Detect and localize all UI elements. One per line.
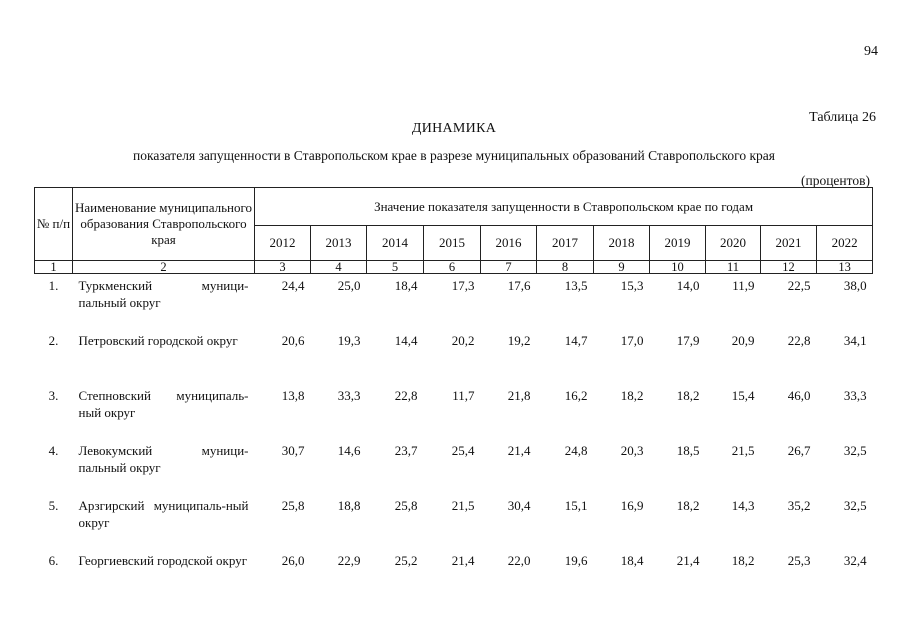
municipality-name: Степновский муниципаль-ный округ [78, 388, 249, 420]
value-cell: 11,7 [452, 388, 475, 403]
value-cell: 24,8 [564, 443, 588, 458]
value-cell: 21,8 [507, 388, 531, 403]
table-body [35, 274, 873, 605]
value-cell: 19,2 [507, 333, 531, 348]
document-subtitle: показателя запущенности в Ставропольском крае в разрезе муниципальных образований Ставропольского края [133, 148, 775, 163]
value-cell: 26,0 [281, 553, 305, 568]
value-cell: 22,9 [337, 553, 361, 568]
value-cell: 18,2 [731, 553, 755, 568]
table-row [35, 329, 873, 384]
value-cell: 17,0 [620, 333, 644, 348]
value-cell: 16,9 [620, 498, 644, 513]
value-cell: 23,7 [394, 443, 418, 458]
column-index: 2 [73, 261, 255, 274]
value-cell: 14,3 [731, 498, 755, 513]
value-cell: 16,2 [564, 388, 588, 403]
municipality-name: Арзгирский муниципаль-ный округ [78, 498, 249, 530]
value-cell: 33,3 [843, 388, 867, 403]
value-cell: 30,4 [507, 498, 531, 513]
header-name: Наименование муниципального образования Ставропольского края [73, 188, 255, 261]
column-index: 3 [255, 261, 311, 274]
column-index: 9 [594, 261, 650, 274]
value-cell: 34,1 [843, 333, 867, 348]
data-table [34, 187, 873, 604]
column-index-row [35, 261, 873, 274]
column-index: 13 [817, 261, 873, 274]
value-cell: 21,5 [731, 443, 755, 458]
column-index: 4 [311, 261, 367, 274]
municipality-name: Петровский городской округ [78, 333, 238, 348]
value-cell: 38,0 [843, 278, 867, 293]
value-cell: 25,0 [337, 278, 361, 293]
value-cell: 18,2 [676, 388, 700, 403]
value-cell: 20,9 [731, 333, 755, 348]
header-values: Значение показателя запущенности в Ставропольском крае по годам [255, 188, 873, 226]
value-cell: 18,8 [337, 498, 361, 513]
value-cell: 21,5 [451, 498, 475, 513]
value-cell: 35,2 [787, 498, 811, 513]
row-number: 5. [48, 498, 59, 513]
value-cell: 18,4 [394, 278, 418, 293]
table-row [35, 439, 873, 494]
value-cell: 18,2 [620, 388, 644, 403]
value-cell: 32,5 [843, 498, 867, 513]
year-header: 2016 [481, 226, 537, 261]
table-row [35, 549, 873, 604]
value-cell: 15,4 [731, 388, 755, 403]
value-cell: 15,1 [564, 498, 588, 513]
table-label: Таблица 26 [809, 110, 876, 125]
value-cell: 14,0 [676, 278, 700, 293]
value-cell: 21,4 [507, 443, 531, 458]
value-cell: 18,5 [676, 443, 700, 458]
value-cell: 14,4 [394, 333, 418, 348]
header-num: № п/п [35, 188, 73, 261]
column-index: 8 [537, 261, 594, 274]
value-cell: 24,4 [281, 278, 305, 293]
row-number: 2. [48, 333, 59, 348]
table-row [35, 494, 873, 549]
units-label: (процентов) [800, 173, 870, 188]
value-cell: 17,9 [676, 333, 700, 348]
column-index: 6 [424, 261, 481, 274]
value-cell: 30,7 [281, 443, 305, 458]
page-number: 94 [864, 44, 878, 59]
value-cell: 13,8 [281, 388, 305, 403]
document-title: ДИНАМИКА [411, 121, 497, 136]
value-cell: 14,6 [337, 443, 361, 458]
column-index: 7 [481, 261, 537, 274]
value-cell: 22,8 [394, 388, 418, 403]
municipality-name: Левокумский муници-пальный округ [78, 443, 249, 475]
value-cell: 19,3 [337, 333, 361, 348]
value-cell: 17,3 [451, 278, 475, 293]
column-index: 5 [367, 261, 424, 274]
row-number: 6. [48, 553, 59, 568]
value-cell: 14,7 [564, 333, 588, 348]
value-cell: 21,4 [451, 553, 475, 568]
year-header: 2022 [817, 226, 873, 261]
value-cell: 20,2 [451, 333, 475, 348]
year-header: 2020 [706, 226, 761, 261]
row-number: 1. [48, 278, 59, 293]
value-cell: 13,5 [564, 278, 588, 293]
value-cell: 22,0 [507, 553, 531, 568]
value-cell: 11,9 [732, 278, 755, 293]
value-cell: 25,3 [787, 553, 811, 568]
table-row [35, 274, 873, 330]
value-cell: 21,4 [676, 553, 700, 568]
value-cell: 25,4 [451, 443, 475, 458]
value-cell: 20,6 [281, 333, 305, 348]
value-cell: 18,2 [676, 498, 700, 513]
year-header: 2019 [650, 226, 706, 261]
table-row [35, 384, 873, 439]
year-header: 2013 [311, 226, 367, 261]
value-cell: 25,8 [281, 498, 305, 513]
value-cell: 19,6 [564, 553, 588, 568]
value-cell: 15,3 [620, 278, 644, 293]
column-index: 10 [650, 261, 706, 274]
year-header: 2014 [367, 226, 424, 261]
municipality-name: Туркменский муници-пальный округ [78, 278, 249, 310]
row-number: 4. [48, 443, 59, 458]
year-header: 2015 [424, 226, 481, 261]
year-header: 2018 [594, 226, 650, 261]
value-cell: 32,4 [843, 553, 867, 568]
municipality-name: Георгиевский городской округ [78, 553, 248, 568]
year-header: 2021 [761, 226, 817, 261]
value-cell: 18,4 [620, 553, 644, 568]
value-cell: 46,0 [787, 388, 811, 403]
value-cell: 33,3 [337, 388, 361, 403]
year-header: 2017 [537, 226, 594, 261]
column-index: 12 [761, 261, 817, 274]
year-header: 2012 [255, 226, 311, 261]
value-cell: 17,6 [507, 278, 531, 293]
value-cell: 32,5 [843, 443, 867, 458]
value-cell: 20,3 [620, 443, 644, 458]
value-cell: 22,8 [787, 333, 811, 348]
column-index: 1 [35, 261, 73, 274]
row-number: 3. [48, 388, 59, 403]
value-cell: 22,5 [787, 278, 811, 293]
value-cell: 25,8 [394, 498, 418, 513]
column-index: 11 [706, 261, 761, 274]
value-cell: 25,2 [394, 553, 418, 568]
value-cell: 26,7 [787, 443, 811, 458]
